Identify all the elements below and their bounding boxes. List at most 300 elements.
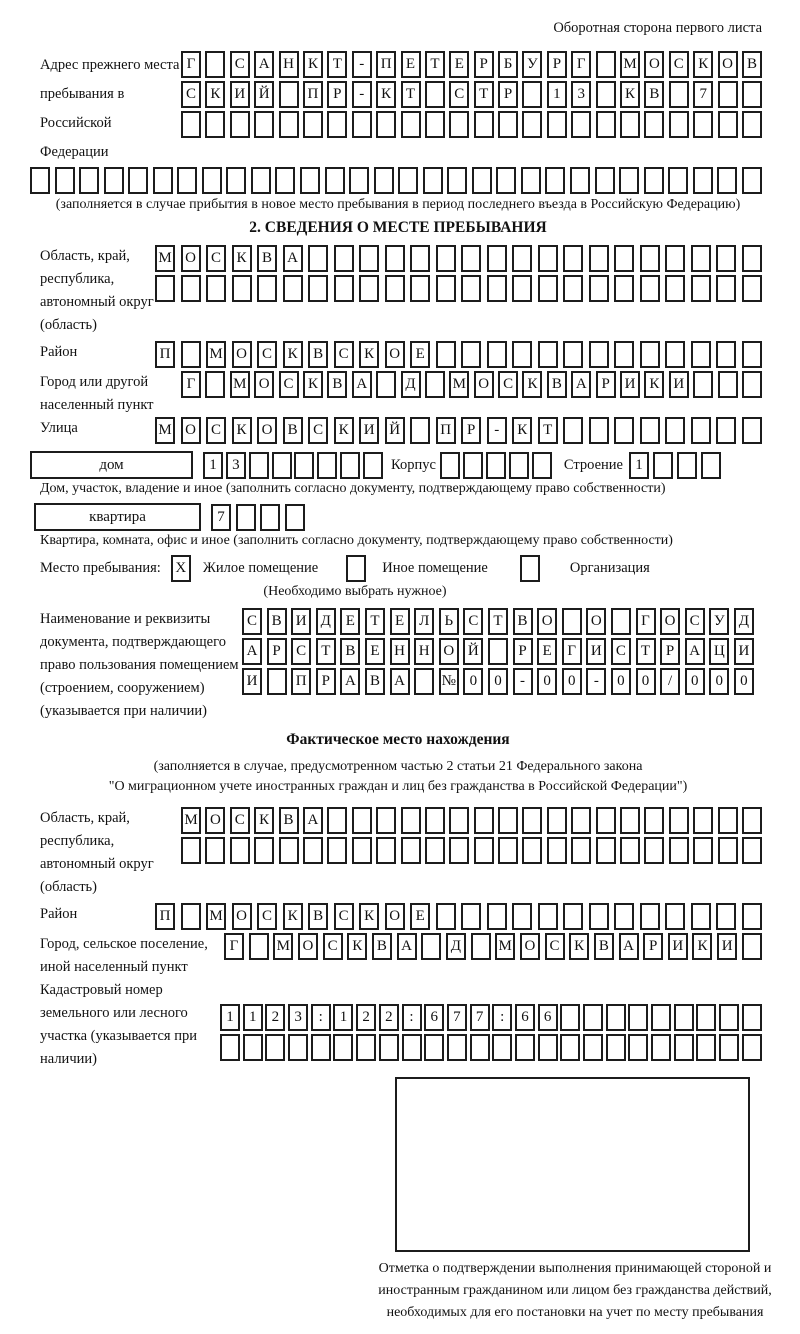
- char-box[interactable]: №: [439, 668, 459, 695]
- char-box[interactable]: [275, 167, 295, 194]
- char-box[interactable]: Р: [660, 638, 680, 665]
- char-box[interactable]: [181, 341, 201, 368]
- char-box[interactable]: [560, 1034, 580, 1061]
- char-box[interactable]: :: [402, 1004, 422, 1031]
- char-box[interactable]: И: [359, 417, 379, 444]
- char-box[interactable]: 2: [265, 1004, 285, 1031]
- char-box[interactable]: Й: [254, 81, 274, 108]
- char-box[interactable]: [251, 167, 271, 194]
- char-box[interactable]: Т: [327, 51, 347, 78]
- char-box[interactable]: [376, 837, 396, 864]
- char-box[interactable]: [461, 341, 481, 368]
- char-box[interactable]: А: [390, 668, 410, 695]
- char-box[interactable]: [254, 111, 274, 138]
- char-box[interactable]: 7: [447, 1004, 467, 1031]
- char-box[interactable]: [538, 903, 558, 930]
- char-box[interactable]: 6: [515, 1004, 535, 1031]
- char-box[interactable]: [719, 1034, 739, 1061]
- char-box[interactable]: О: [474, 371, 494, 398]
- char-box[interactable]: [155, 275, 175, 302]
- char-box[interactable]: С: [257, 903, 277, 930]
- char-box[interactable]: [327, 837, 347, 864]
- char-box[interactable]: [571, 807, 591, 834]
- char-box[interactable]: П: [291, 668, 311, 695]
- char-box[interactable]: К: [692, 933, 712, 960]
- char-box[interactable]: С: [230, 807, 250, 834]
- char-box[interactable]: [669, 807, 689, 834]
- char-box[interactable]: И: [734, 638, 754, 665]
- char-box[interactable]: [718, 371, 738, 398]
- char-box[interactable]: В: [279, 807, 299, 834]
- char-box[interactable]: Л: [414, 608, 434, 635]
- char-box[interactable]: [487, 275, 507, 302]
- char-box[interactable]: :: [492, 1004, 512, 1031]
- char-box[interactable]: Г: [181, 371, 201, 398]
- char-box[interactable]: [665, 417, 685, 444]
- char-box[interactable]: [346, 555, 366, 582]
- char-box[interactable]: [716, 245, 736, 272]
- char-box[interactable]: Р: [643, 933, 663, 960]
- char-box[interactable]: [538, 275, 558, 302]
- char-box[interactable]: Г: [224, 933, 244, 960]
- char-box[interactable]: 7: [470, 1004, 490, 1031]
- char-box[interactable]: [498, 807, 518, 834]
- char-box[interactable]: В: [365, 668, 385, 695]
- char-box[interactable]: 0: [488, 668, 508, 695]
- char-box[interactable]: Г: [562, 638, 582, 665]
- char-box[interactable]: К: [359, 903, 379, 930]
- char-box[interactable]: 0: [562, 668, 582, 695]
- char-box[interactable]: Ь: [439, 608, 459, 635]
- char-box[interactable]: [668, 167, 688, 194]
- char-box[interactable]: 1: [243, 1004, 263, 1031]
- char-box[interactable]: [385, 245, 405, 272]
- char-box[interactable]: [589, 341, 609, 368]
- char-box[interactable]: А: [340, 668, 360, 695]
- char-box[interactable]: [449, 807, 469, 834]
- char-box[interactable]: Н: [390, 638, 410, 665]
- char-box[interactable]: [410, 275, 430, 302]
- char-box[interactable]: [716, 275, 736, 302]
- char-box[interactable]: [644, 167, 664, 194]
- char-box[interactable]: А: [571, 371, 591, 398]
- char-box[interactable]: [423, 167, 443, 194]
- char-box[interactable]: -: [352, 51, 372, 78]
- char-box[interactable]: В: [594, 933, 614, 960]
- char-box[interactable]: [436, 903, 456, 930]
- char-box[interactable]: В: [308, 341, 328, 368]
- char-box[interactable]: [472, 167, 492, 194]
- char-box[interactable]: О: [205, 807, 225, 834]
- char-box[interactable]: И: [620, 371, 640, 398]
- char-box[interactable]: [401, 807, 421, 834]
- char-box[interactable]: [398, 167, 418, 194]
- char-box[interactable]: Й: [385, 417, 405, 444]
- char-box[interactable]: [436, 341, 456, 368]
- char-box[interactable]: 2: [356, 1004, 376, 1031]
- char-box[interactable]: [693, 807, 713, 834]
- char-box[interactable]: [181, 903, 201, 930]
- char-box[interactable]: К: [359, 341, 379, 368]
- char-box[interactable]: [611, 608, 631, 635]
- char-box[interactable]: Г: [636, 608, 656, 635]
- char-box[interactable]: К: [522, 371, 542, 398]
- char-box[interactable]: [583, 1004, 603, 1031]
- char-box[interactable]: А: [619, 933, 639, 960]
- char-box[interactable]: К: [303, 371, 323, 398]
- char-box[interactable]: [640, 903, 660, 930]
- char-box[interactable]: [230, 837, 250, 864]
- char-box[interactable]: С: [685, 608, 705, 635]
- char-box[interactable]: О: [644, 51, 664, 78]
- char-box[interactable]: [359, 245, 379, 272]
- char-box[interactable]: [742, 111, 762, 138]
- char-box[interactable]: [226, 167, 246, 194]
- char-box[interactable]: 0: [463, 668, 483, 695]
- char-box[interactable]: [589, 417, 609, 444]
- char-box[interactable]: [589, 275, 609, 302]
- char-box[interactable]: [669, 111, 689, 138]
- char-box[interactable]: О: [520, 933, 540, 960]
- char-box[interactable]: [474, 111, 494, 138]
- char-box[interactable]: 3: [288, 1004, 308, 1031]
- char-box[interactable]: 6: [424, 1004, 444, 1031]
- char-box[interactable]: О: [385, 903, 405, 930]
- char-box[interactable]: Р: [267, 638, 287, 665]
- char-box[interactable]: [742, 933, 762, 960]
- char-box[interactable]: К: [693, 51, 713, 78]
- char-box[interactable]: [547, 837, 567, 864]
- char-box[interactable]: Т: [365, 608, 385, 635]
- char-box[interactable]: [520, 555, 540, 582]
- char-box[interactable]: О: [254, 371, 274, 398]
- char-box[interactable]: [696, 1004, 716, 1031]
- char-box[interactable]: [522, 807, 542, 834]
- char-box[interactable]: [742, 81, 762, 108]
- char-box[interactable]: [236, 504, 256, 531]
- char-box[interactable]: [716, 417, 736, 444]
- char-box[interactable]: М: [155, 417, 175, 444]
- char-box[interactable]: [471, 933, 491, 960]
- char-box[interactable]: [595, 167, 615, 194]
- char-box[interactable]: [498, 111, 518, 138]
- char-box[interactable]: М: [206, 341, 226, 368]
- char-box[interactable]: Е: [537, 638, 557, 665]
- char-box[interactable]: [206, 275, 226, 302]
- char-box[interactable]: X: [171, 555, 191, 582]
- char-box[interactable]: С: [308, 417, 328, 444]
- char-box[interactable]: [356, 1034, 376, 1061]
- char-box[interactable]: С: [230, 51, 250, 78]
- char-box[interactable]: И: [717, 933, 737, 960]
- char-box[interactable]: Е: [410, 341, 430, 368]
- char-box[interactable]: [349, 167, 369, 194]
- char-box[interactable]: [606, 1034, 626, 1061]
- char-box[interactable]: [421, 933, 441, 960]
- char-box[interactable]: [742, 417, 762, 444]
- char-box[interactable]: [640, 275, 660, 302]
- char-box[interactable]: [563, 245, 583, 272]
- char-box[interactable]: [644, 807, 664, 834]
- char-box[interactable]: [717, 167, 737, 194]
- char-box[interactable]: К: [569, 933, 589, 960]
- char-box[interactable]: [691, 245, 711, 272]
- char-box[interactable]: [232, 275, 252, 302]
- char-box[interactable]: А: [303, 807, 323, 834]
- char-box[interactable]: [425, 371, 445, 398]
- char-box[interactable]: К: [644, 371, 664, 398]
- char-box[interactable]: Ц: [709, 638, 729, 665]
- char-box[interactable]: [512, 903, 532, 930]
- char-box[interactable]: [352, 111, 372, 138]
- char-box[interactable]: 1: [629, 452, 649, 479]
- char-box[interactable]: 6: [538, 1004, 558, 1031]
- char-box[interactable]: 7: [693, 81, 713, 108]
- char-box[interactable]: [665, 275, 685, 302]
- char-box[interactable]: [294, 452, 314, 479]
- char-box[interactable]: [487, 245, 507, 272]
- char-box[interactable]: О: [586, 608, 606, 635]
- char-box[interactable]: [583, 1034, 603, 1061]
- char-box[interactable]: [374, 167, 394, 194]
- char-box[interactable]: [267, 668, 287, 695]
- char-box[interactable]: [470, 1034, 490, 1061]
- char-box[interactable]: [487, 341, 507, 368]
- char-box[interactable]: О: [439, 638, 459, 665]
- char-box[interactable]: [474, 807, 494, 834]
- char-box[interactable]: А: [397, 933, 417, 960]
- char-box[interactable]: [461, 245, 481, 272]
- char-box[interactable]: [230, 111, 250, 138]
- char-box[interactable]: Т: [488, 608, 508, 635]
- char-box[interactable]: С: [334, 903, 354, 930]
- char-box[interactable]: 0: [537, 668, 557, 695]
- char-box[interactable]: М: [495, 933, 515, 960]
- char-box[interactable]: [279, 81, 299, 108]
- char-box[interactable]: С: [463, 608, 483, 635]
- char-box[interactable]: Е: [401, 51, 421, 78]
- char-box[interactable]: [596, 837, 616, 864]
- char-box[interactable]: [303, 111, 323, 138]
- char-box[interactable]: [272, 452, 292, 479]
- char-box[interactable]: [742, 275, 762, 302]
- char-box[interactable]: Н: [279, 51, 299, 78]
- char-box[interactable]: В: [257, 245, 277, 272]
- char-box[interactable]: П: [155, 903, 175, 930]
- char-box[interactable]: М: [449, 371, 469, 398]
- char-box[interactable]: И: [291, 608, 311, 635]
- char-box[interactable]: [436, 245, 456, 272]
- char-box[interactable]: [651, 1034, 671, 1061]
- char-box[interactable]: [487, 903, 507, 930]
- char-box[interactable]: У: [709, 608, 729, 635]
- char-box[interactable]: [249, 933, 269, 960]
- char-box[interactable]: [669, 837, 689, 864]
- char-box[interactable]: О: [181, 417, 201, 444]
- char-box[interactable]: Т: [425, 51, 445, 78]
- char-box[interactable]: [352, 837, 372, 864]
- char-box[interactable]: Т: [316, 638, 336, 665]
- char-box[interactable]: [547, 111, 567, 138]
- char-box[interactable]: В: [742, 51, 762, 78]
- char-box[interactable]: [742, 371, 762, 398]
- char-box[interactable]: [742, 807, 762, 834]
- char-box[interactable]: [547, 807, 567, 834]
- char-box[interactable]: Р: [474, 51, 494, 78]
- char-box[interactable]: [461, 275, 481, 302]
- char-box[interactable]: [55, 167, 75, 194]
- char-box[interactable]: [640, 341, 660, 368]
- char-box[interactable]: 1: [547, 81, 567, 108]
- char-box[interactable]: [563, 275, 583, 302]
- char-box[interactable]: [560, 1004, 580, 1031]
- char-box[interactable]: [696, 1034, 716, 1061]
- char-box[interactable]: С: [498, 371, 518, 398]
- char-box[interactable]: [436, 275, 456, 302]
- char-box[interactable]: [563, 341, 583, 368]
- char-box[interactable]: [742, 1034, 762, 1061]
- char-box[interactable]: [410, 245, 430, 272]
- char-box[interactable]: [333, 1034, 353, 1061]
- char-box[interactable]: [79, 167, 99, 194]
- char-box[interactable]: [742, 167, 762, 194]
- char-box[interactable]: С: [257, 341, 277, 368]
- char-box[interactable]: [181, 837, 201, 864]
- char-box[interactable]: С: [334, 341, 354, 368]
- char-box[interactable]: [334, 275, 354, 302]
- char-box[interactable]: 7: [211, 504, 231, 531]
- char-box[interactable]: О: [257, 417, 277, 444]
- char-box[interactable]: [644, 837, 664, 864]
- char-box[interactable]: А: [685, 638, 705, 665]
- char-box[interactable]: [677, 452, 697, 479]
- char-box[interactable]: [614, 341, 634, 368]
- char-box[interactable]: М: [620, 51, 640, 78]
- char-box[interactable]: [693, 167, 713, 194]
- char-box[interactable]: [317, 452, 337, 479]
- char-box[interactable]: С: [323, 933, 343, 960]
- char-box[interactable]: Н: [414, 638, 434, 665]
- char-box[interactable]: [243, 1034, 263, 1061]
- char-box[interactable]: [742, 837, 762, 864]
- char-box[interactable]: [325, 167, 345, 194]
- char-box[interactable]: Е: [390, 608, 410, 635]
- char-box[interactable]: [376, 111, 396, 138]
- char-box[interactable]: [674, 1004, 694, 1031]
- char-box[interactable]: [718, 111, 738, 138]
- char-box[interactable]: Б: [498, 51, 518, 78]
- char-box[interactable]: У: [522, 51, 542, 78]
- char-box[interactable]: [691, 417, 711, 444]
- char-box[interactable]: [334, 245, 354, 272]
- char-box[interactable]: [486, 452, 506, 479]
- char-box[interactable]: А: [242, 638, 262, 665]
- char-box[interactable]: К: [283, 341, 303, 368]
- char-box[interactable]: П: [376, 51, 396, 78]
- char-box[interactable]: 1: [203, 452, 223, 479]
- char-box[interactable]: [589, 245, 609, 272]
- char-box[interactable]: [401, 111, 421, 138]
- char-box[interactable]: С: [449, 81, 469, 108]
- char-box[interactable]: [644, 111, 664, 138]
- char-box[interactable]: Т: [538, 417, 558, 444]
- char-box[interactable]: [596, 81, 616, 108]
- char-box[interactable]: [693, 111, 713, 138]
- char-box[interactable]: [628, 1034, 648, 1061]
- char-box[interactable]: [665, 903, 685, 930]
- char-box[interactable]: Р: [596, 371, 616, 398]
- char-box[interactable]: [512, 341, 532, 368]
- char-box[interactable]: 0: [734, 668, 754, 695]
- char-box[interactable]: [265, 1034, 285, 1061]
- char-box[interactable]: С: [291, 638, 311, 665]
- char-box[interactable]: [308, 245, 328, 272]
- char-box[interactable]: [177, 167, 197, 194]
- char-box[interactable]: [596, 111, 616, 138]
- char-box[interactable]: С: [181, 81, 201, 108]
- char-box[interactable]: [742, 245, 762, 272]
- char-box[interactable]: В: [308, 903, 328, 930]
- char-box[interactable]: Р: [547, 51, 567, 78]
- char-box[interactable]: [665, 341, 685, 368]
- char-box[interactable]: [596, 51, 616, 78]
- char-box[interactable]: [718, 81, 738, 108]
- char-box[interactable]: [327, 111, 347, 138]
- char-box[interactable]: С: [206, 245, 226, 272]
- char-box[interactable]: /: [660, 668, 680, 695]
- char-box[interactable]: [742, 1004, 762, 1031]
- char-box[interactable]: [30, 167, 50, 194]
- char-box[interactable]: [308, 275, 328, 302]
- char-box[interactable]: Д: [446, 933, 466, 960]
- char-box[interactable]: А: [254, 51, 274, 78]
- char-box[interactable]: [285, 504, 305, 531]
- char-box[interactable]: [606, 1004, 626, 1031]
- char-box[interactable]: [425, 111, 445, 138]
- char-box[interactable]: И: [230, 81, 250, 108]
- char-box[interactable]: [425, 807, 445, 834]
- char-box[interactable]: [463, 452, 483, 479]
- char-box[interactable]: К: [347, 933, 367, 960]
- char-box[interactable]: [716, 903, 736, 930]
- char-box[interactable]: [352, 807, 372, 834]
- char-box[interactable]: [449, 837, 469, 864]
- char-box[interactable]: [340, 452, 360, 479]
- char-box[interactable]: В: [327, 371, 347, 398]
- char-box[interactable]: [522, 111, 542, 138]
- char-box[interactable]: [563, 417, 583, 444]
- char-box[interactable]: [719, 1004, 739, 1031]
- char-box[interactable]: П: [303, 81, 323, 108]
- char-box[interactable]: Р: [327, 81, 347, 108]
- char-box[interactable]: [522, 81, 542, 108]
- char-box[interactable]: [570, 167, 590, 194]
- char-box[interactable]: [701, 452, 721, 479]
- char-box[interactable]: К: [254, 807, 274, 834]
- char-box[interactable]: [509, 452, 529, 479]
- char-box[interactable]: В: [283, 417, 303, 444]
- char-box[interactable]: :: [311, 1004, 331, 1031]
- char-box[interactable]: [376, 371, 396, 398]
- char-box[interactable]: А: [283, 245, 303, 272]
- char-box[interactable]: [498, 837, 518, 864]
- char-box[interactable]: [104, 167, 124, 194]
- char-box[interactable]: -: [487, 417, 507, 444]
- char-box[interactable]: 3: [571, 81, 591, 108]
- char-box[interactable]: [440, 452, 460, 479]
- char-box[interactable]: Е: [449, 51, 469, 78]
- char-box[interactable]: [488, 638, 508, 665]
